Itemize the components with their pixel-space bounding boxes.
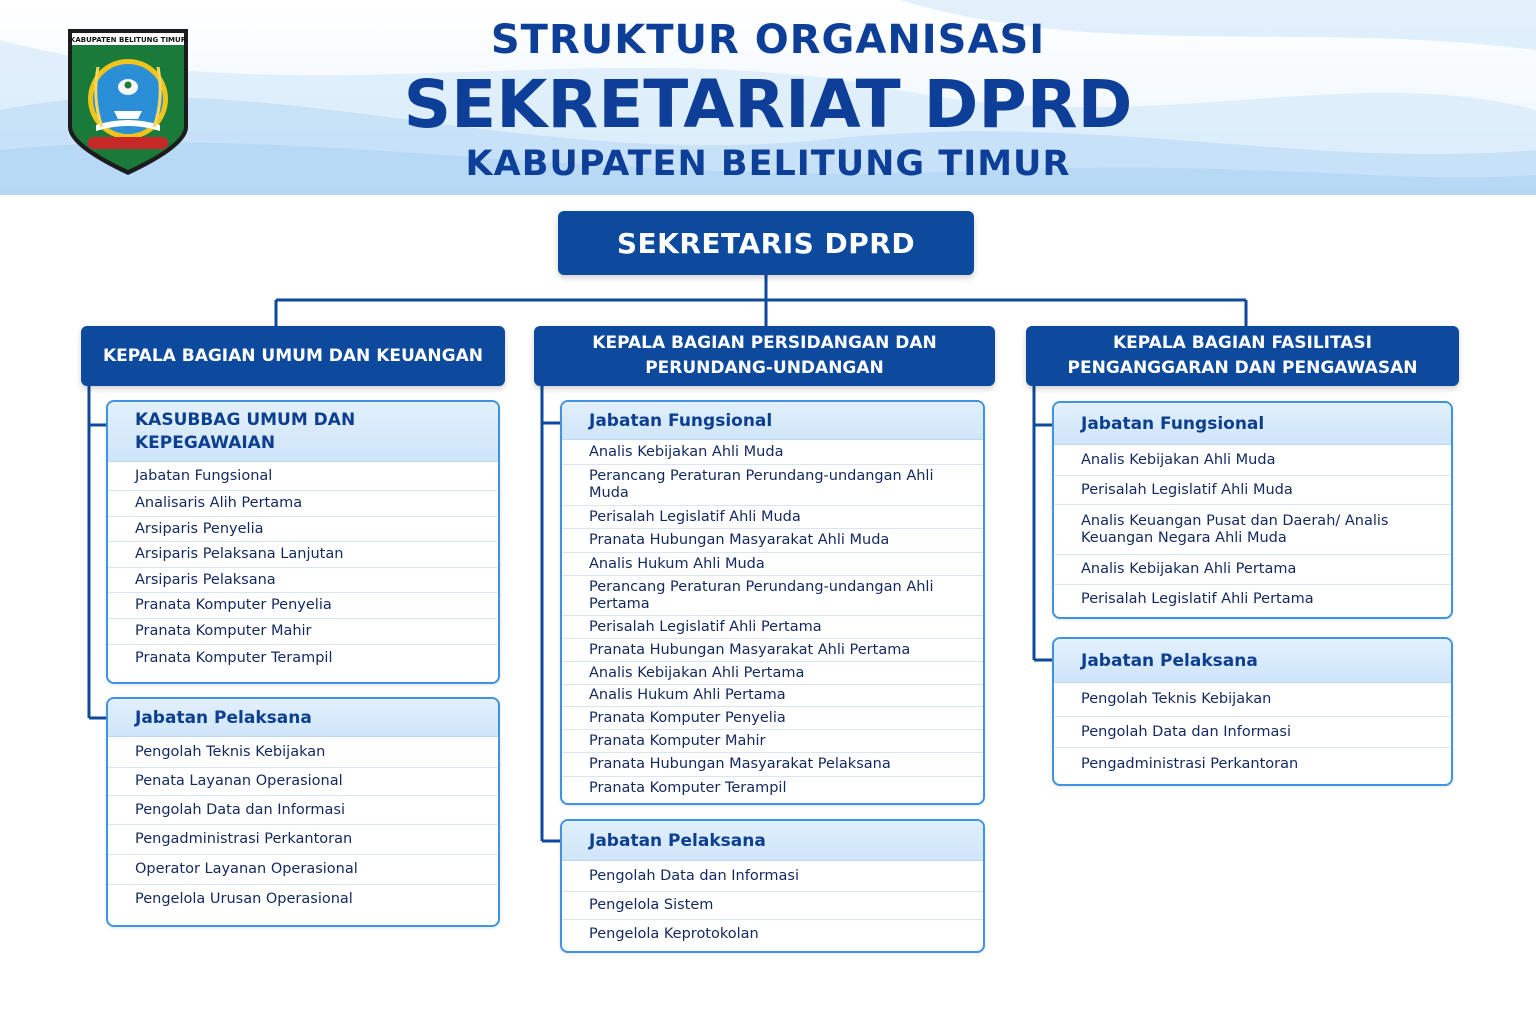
list-item: Pengolah Data dan Informasi	[108, 795, 498, 824]
list-item: Perisalah Legislatif Ahli Muda	[1054, 475, 1451, 504]
list-item: Perisalah Legislatif Ahli Pertama	[1054, 584, 1451, 614]
header-banner	[0, 0, 1536, 195]
list-item: Arsiparis Pelaksana Lanjutan	[108, 541, 498, 567]
title-line-3: KABUPATEN BELITUNG TIMUR	[465, 144, 1071, 184]
list-item: Pranata Hubungan Masyarakat Ahli Pertama	[562, 638, 983, 661]
list-item: Perancang Peraturan Perundang-undangan Ahli Pertama	[562, 575, 983, 615]
card-title: Jabatan Pelaksana	[562, 821, 983, 861]
department-fasilitasi	[1026, 326, 1459, 386]
department-label: KEPALA BAGIAN FASILITASI PENGANGGARAN DAN PENGAWASAN	[1067, 333, 1418, 378]
title-line-1: STRUKTUR ORGANISASI	[490, 17, 1046, 63]
emblem-label: KABUPATEN BELITUNG TIMUR	[69, 36, 187, 44]
jabatan-fungsional-card	[1052, 401, 1453, 619]
jabatan-pelaksana-card	[560, 819, 985, 953]
jabatan-pelaksana-card	[106, 697, 500, 927]
root-label: SEKRETARIS DPRD	[616, 226, 916, 260]
list-item: Analis Hukum Ahli Muda	[562, 552, 983, 575]
card-title: KASUBBAG UMUM DAN KEPEGAWAIAN	[108, 402, 498, 462]
list-item: Pranata Hubungan Masyarakat Ahli Muda	[562, 528, 983, 552]
list-item: Perancang Peraturan Perundang-undangan Ahli Muda	[562, 464, 983, 505]
list-item: Jabatan Fungsional	[135, 467, 273, 484]
card-title: Jabatan Fungsional	[1054, 403, 1451, 445]
list-item: Pranata Hubungan Masyarakat Pelaksana	[562, 752, 983, 776]
list-item: Pranata Komputer Penyelia	[562, 706, 983, 729]
list-item: Pengolah Teknis Kebijakan	[1081, 691, 1272, 707]
list-item: Analis Kebijakan Ahli Muda	[1081, 451, 1276, 468]
list-item: Pengolah Teknis Kebijakan	[135, 743, 326, 760]
department-persidangan	[534, 326, 995, 386]
department-label: KEPALA BAGIAN PERSIDANGAN DAN PERUNDANG-UNDANGAN	[592, 333, 937, 378]
list-item: Analisaris Alih Pertama	[108, 490, 498, 516]
list-item: Perisalah Legislatif Ahli Muda	[562, 505, 983, 528]
list-item: Pengolah Data dan Informasi	[589, 867, 799, 884]
department-label: KEPALA BAGIAN UMUM DAN KEUANGAN	[102, 345, 483, 366]
list-item: Pengelola Urusan Operasional	[108, 884, 498, 913]
list-item: Pranata Komputer Mahir	[562, 729, 983, 752]
card-title: Jabatan Pelaksana	[108, 699, 498, 737]
list-item: Analis Kebijakan Ahli Pertama	[1054, 554, 1451, 584]
list-item: Pranata Komputer Penyelia	[108, 592, 498, 618]
list-item: Analis Keuangan Pusat dan Daerah/ Analis Keuangan Negara Ahli Muda	[1054, 504, 1451, 554]
list-item: Analis Kebijakan Ahli Pertama	[562, 661, 983, 684]
list-item: Perisalah Legislatif Ahli Pertama	[562, 615, 983, 638]
list-item: Pengolah Data dan Informasi	[1054, 716, 1451, 747]
card-title: Jabatan Pelaksana	[1054, 639, 1451, 683]
title-block	[0, 14, 1536, 184]
list-item: Pengelola Sistem	[562, 891, 983, 919]
department-umum-keuangan	[81, 326, 505, 386]
list-item: Arsiparis Penyelia	[108, 516, 498, 541]
jabatan-fungsional-card	[560, 400, 985, 805]
list-item: Pranata Komputer Mahir	[108, 618, 498, 644]
list-item: Pranata Komputer Terampil	[562, 776, 983, 800]
title-line-2: SEKRETARIAT DPRD	[403, 66, 1133, 143]
root-sekretaris-box	[558, 211, 974, 275]
list-item: Penata Layanan Operasional	[108, 767, 498, 795]
list-item: Pranata Komputer Terampil	[108, 644, 498, 671]
list-item: Arsiparis Pelaksana	[108, 567, 498, 592]
jabatan-pelaksana-card	[1052, 637, 1453, 786]
list-item: Operator Layanan Operasional	[108, 854, 498, 884]
list-item: Pengadministrasi Perkantoran	[1054, 747, 1451, 780]
list-item: Analis Hukum Ahli Pertama	[562, 684, 983, 706]
card-title: Jabatan Fungsional	[562, 402, 983, 440]
list-item: Pengadministrasi Perkantoran	[108, 824, 498, 854]
list-item: Pengelola Keprotokolan	[562, 919, 983, 949]
list-item: Analis Kebijakan Ahli Muda	[589, 443, 784, 460]
kasubbag-umum-card	[106, 400, 500, 684]
